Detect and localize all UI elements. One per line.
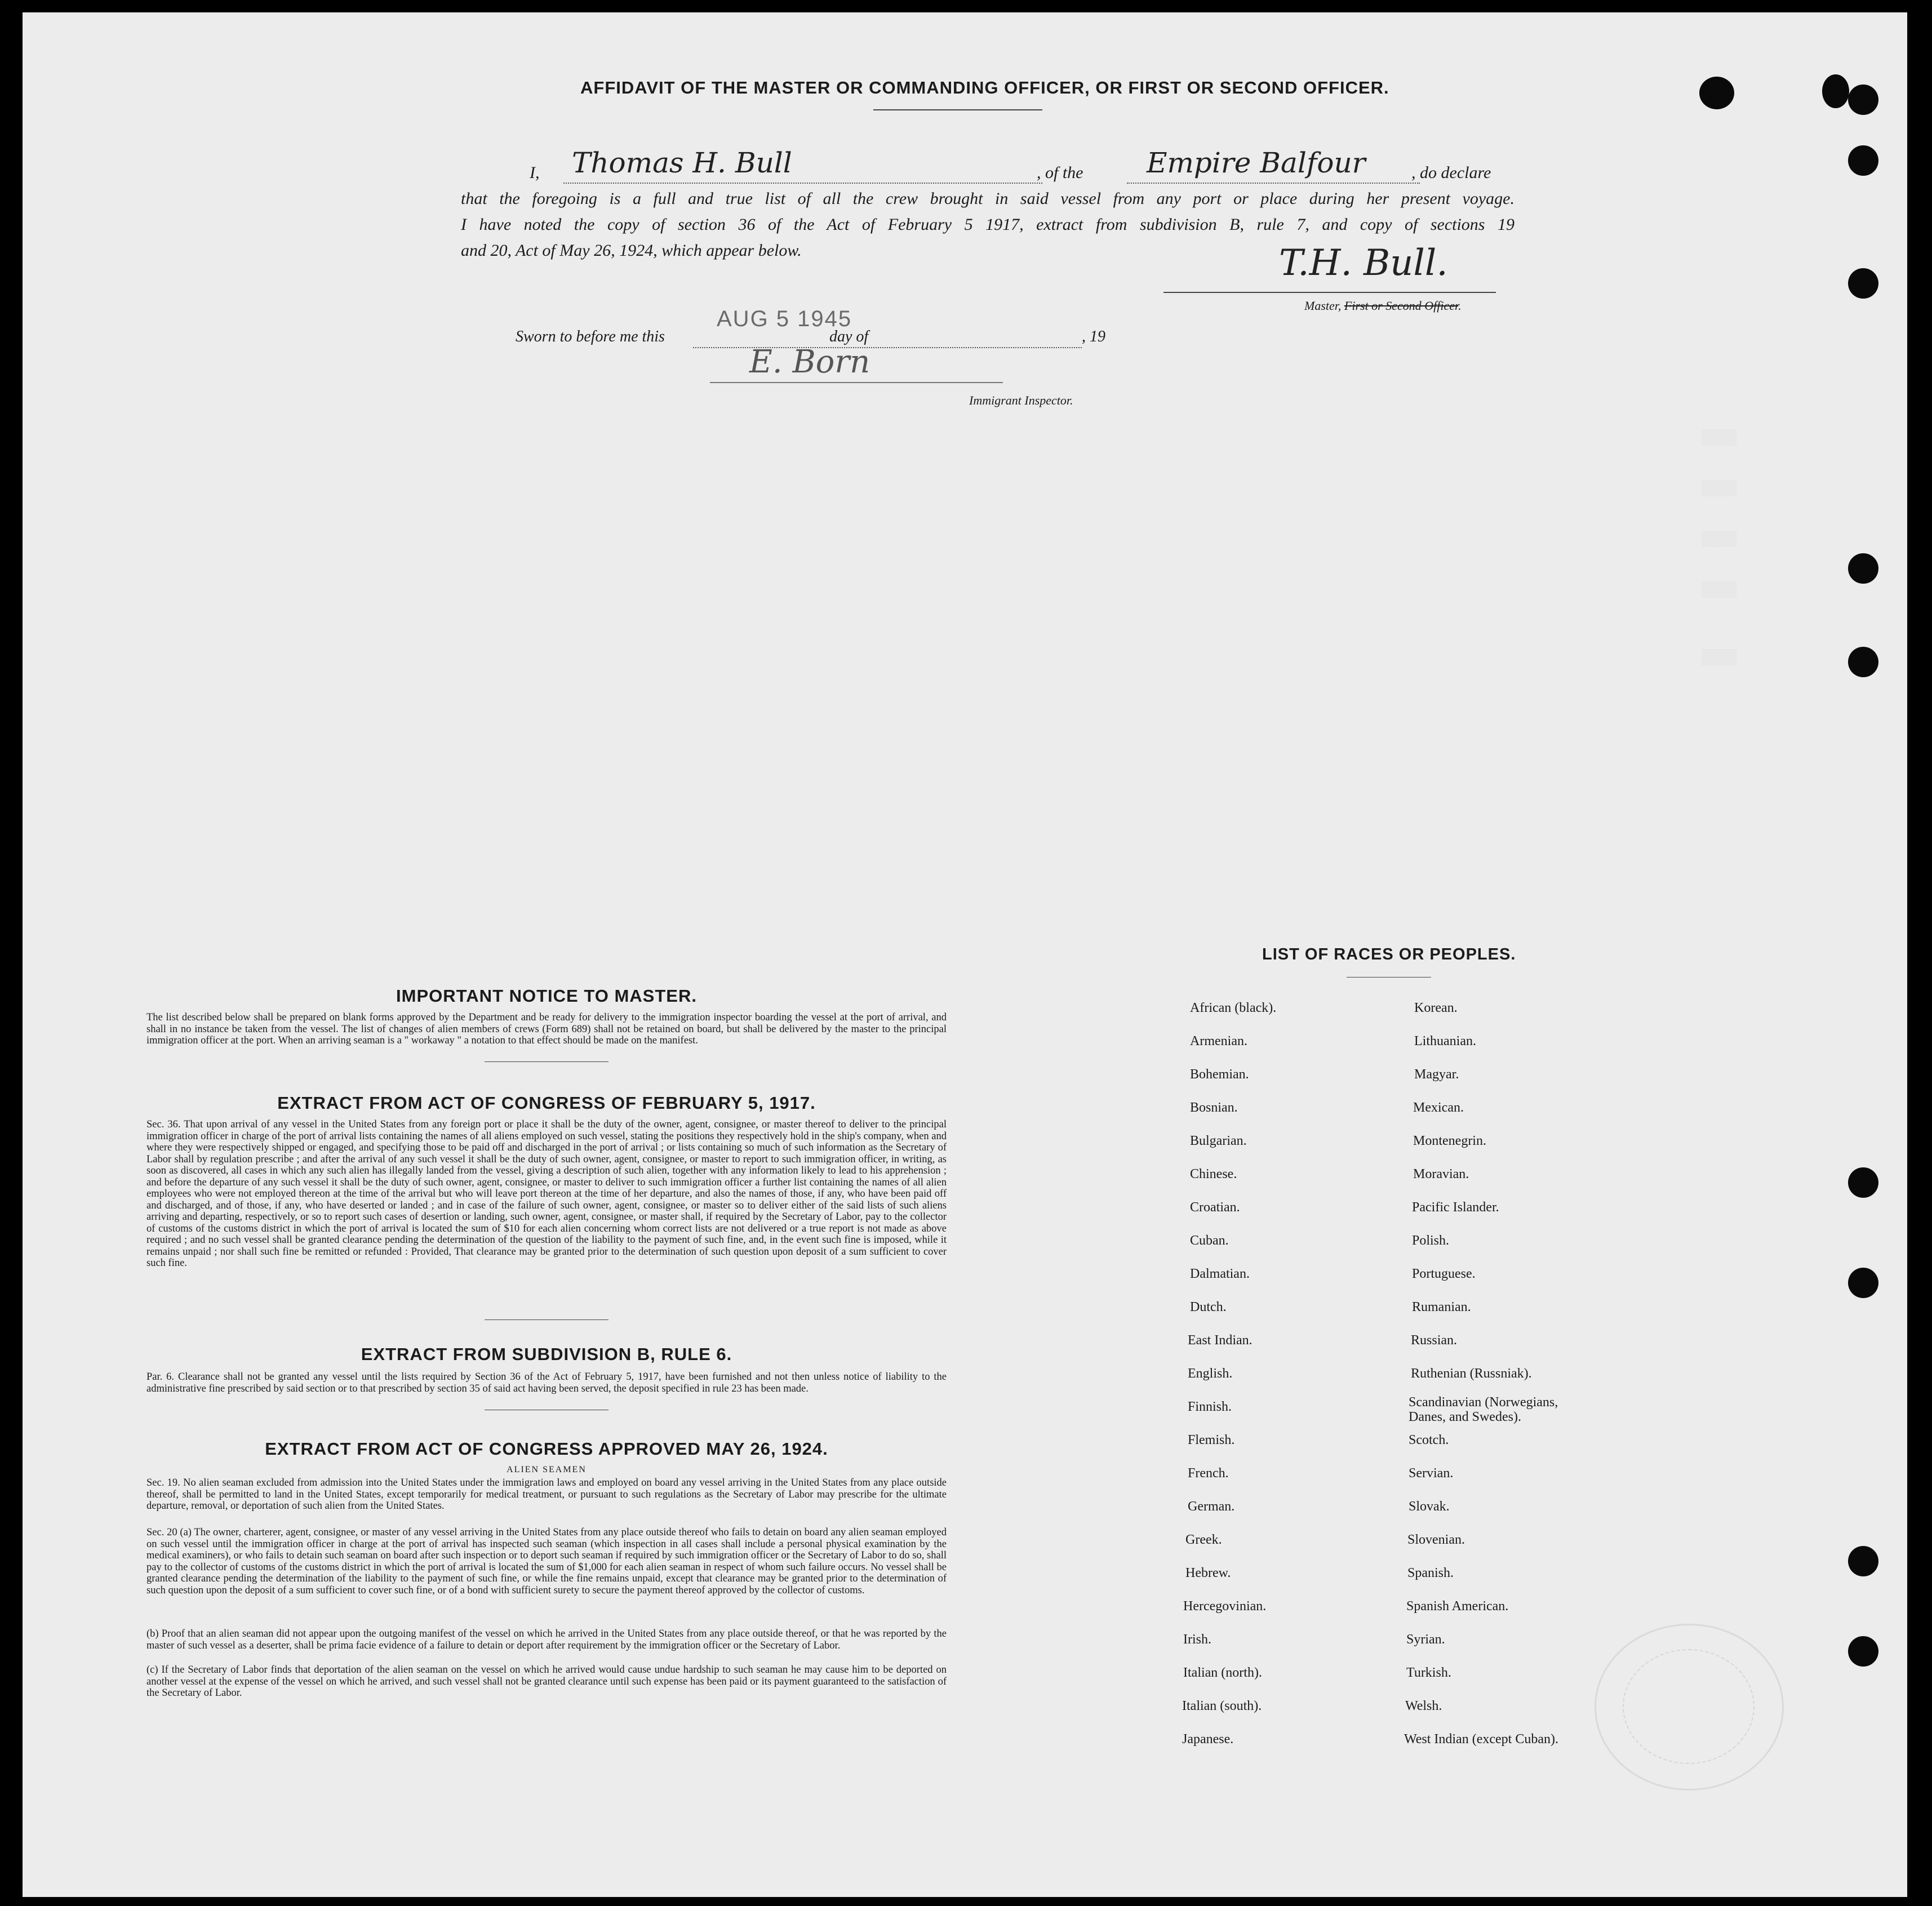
race-item: Russian. bbox=[1411, 1333, 1458, 1348]
signature-line bbox=[1163, 292, 1496, 293]
master-label: Master, bbox=[1304, 299, 1342, 313]
signatory-period: . bbox=[1458, 299, 1462, 313]
race-item: Scandinavian (Norwegians, Danes, and Swedes). bbox=[1409, 1395, 1558, 1424]
affidavit-line-3: I have noted the copy of section 36 of the Act of February 5 1917, extract from subdivision B, rule 7, and copy of sections 19 bbox=[461, 215, 1514, 234]
inspector-signature: E. Born bbox=[749, 344, 870, 380]
race-item: Croatian. bbox=[1190, 1200, 1240, 1215]
races-title: LIST OF RACES OR PEOPLES. bbox=[1262, 945, 1516, 963]
sec-20a-text: Sec. 20 (a) The owner, charterer, agent, consignee, or master of any vessel arriving in the United States from any place outside thereof who fails to detain on board any alien seaman employed on such vessel until the immigration officer in charge at the port of arrival has inspected such seaman (which inspection in all cases shall include a personal physical examination by the medical examiners), or who fails to detain such seaman on board after such inspection or to deport such seaman if required by such immigration officer or the Secretary of Labor to do so, shall pay to the collector of customs of the customs district in which the port of arrival is located the sum of $1,000 for each alien seaman in respect of whom such failure occurs. No vessel shall be granted clearance pending the determination of the liability to the payment of such fine, or while the fine remains unpaid, except that clearance may be granted prior to the determination of such question upon the deposit of a sum sufficient to cover such fine, or of a bond with sufficient surety to secure the payment thereof approved by the collector of customs. bbox=[146, 1527, 947, 1596]
divider bbox=[485, 1061, 609, 1062]
inspector-signature-line bbox=[710, 382, 1003, 383]
title-rule bbox=[873, 109, 1042, 110]
race-item: English. bbox=[1188, 1366, 1233, 1381]
affidavit-line-2: that the foregoing is a full and true list of all the crew brought in said vessel from any port or place during her present voyage. bbox=[461, 189, 1514, 208]
race-item: Montenegrin. bbox=[1413, 1134, 1486, 1148]
race-item: Polish. bbox=[1412, 1233, 1450, 1248]
race-item: Syrian. bbox=[1406, 1632, 1445, 1647]
race-item: Flemish. bbox=[1188, 1433, 1235, 1447]
race-item: Pacific Islander. bbox=[1412, 1200, 1499, 1215]
affidavit-do-declare: , do declare bbox=[1411, 163, 1491, 182]
race-item: Chinese. bbox=[1190, 1167, 1237, 1181]
punch-hole bbox=[1822, 74, 1849, 108]
race-item: West Indian (except Cuban). bbox=[1404, 1732, 1558, 1747]
notice-text: The list described below shall be prepared on blank forms approved by the Department and be ready for delivery to the immigration inspector boarding the vessel at the port of arrival, and shall in no instance be taken from the vessel. The list of changes of alien members of crews (Form 689) shall not be retained on board, but shall be delivered by the master to the principal immigration officer at the port. When an arriving seaman is a " workaway " a notation to that effect should be made on the manifest. bbox=[146, 1012, 947, 1046]
punch-hole bbox=[1848, 553, 1878, 584]
race-item: Servian. bbox=[1409, 1466, 1454, 1481]
extract-1917-text: Sec. 36. That upon arrival of any vessel in the United States from any foreign port or place it shall be the duty of the owner, agent, consignee, or master thereof to deliver to the principal immigration officer in charge of the port of arrival lists containing the names of all aliens employed on such vessel, stating the positions they respectively hold in the ship's company, when and where they were respectively shipped or engaged, and specifying those to be paid off and discharged in the port of arrival ; or lists containing so much of such information as the Secretary of Labor shall by regulation prescribe ; and after the arrival of any such vessel it shall be the duty of such owner, agent, consignee, or master to report to such immigration officer, in writing, as soon as discovered, all cases in which any such alien has illegally landed from the vessel, giving a description of such alien, together with any information likely to lead to his apprehension ; and before the departure of any such vessel it shall be the duty of such owner, agent, consignee, or master to deliver to such immigration officer a further list containing the names of all alien employees who were not employed thereon at the time of the arrival but who will leave port thereon at the time of her departure, and also the names of those, if any, who have been paid off and discharged, and of those, if any, who have deserted or landed ; and in case of the failure of such owner, agent, consignee, or master so to deliver either of the said lists of such aliens arriving and departing, respectively, or so to report such cases of desertion or landing, such owner, agent, consignee, or master shall, if required by the Secretary of Labor, pay to the collector of customs of the customs district in which the port of arrival is located the sum of $10 for each alien concerning whom correct lists are not delivered or a true report is not made as above required ; and no such vessel shall be granted clearance pending the determination of the question of the liability to the payment of such fine, and, in the event such fine is imposed, while it remains unpaid ; nor shall such fine be remitted or refunded : Provided, That clearance may be granted prior to the determination of such question upon deposit of a sum sufficient to cover such fine. bbox=[146, 1119, 947, 1269]
master-signature: T.H. Bull. bbox=[1279, 242, 1448, 284]
race-item: Hebrew. bbox=[1185, 1566, 1231, 1580]
race-item: Korean. bbox=[1414, 1001, 1458, 1015]
race-item: Dutch. bbox=[1190, 1300, 1227, 1314]
races-title-rule bbox=[1347, 977, 1431, 978]
sworn-day-of: day of bbox=[829, 328, 869, 345]
affidavit-title: AFFIDAVIT OF THE MASTER OR COMMANDING OFFICER, OR FIRST OR SECOND OFFICER. bbox=[580, 78, 1389, 97]
race-item: Turkish. bbox=[1406, 1665, 1451, 1680]
vessel-name-handwritten: Empire Balfour bbox=[1147, 146, 1366, 179]
race-item: Greek. bbox=[1185, 1532, 1222, 1547]
date-stamp: AUG 5 1945 bbox=[717, 306, 852, 331]
struck-officer-label: First or Second Officer bbox=[1344, 299, 1459, 313]
sworn-text: Sworn to before me this bbox=[516, 328, 665, 345]
affidavit-line-4: and 20, Act of May 26, 1924, which appear below. bbox=[461, 241, 802, 260]
race-item: Irish. bbox=[1183, 1632, 1211, 1647]
race-item: Spanish American. bbox=[1406, 1599, 1509, 1614]
race-item: German. bbox=[1188, 1499, 1235, 1514]
race-item: French. bbox=[1188, 1466, 1229, 1481]
punch-hole bbox=[1848, 1636, 1878, 1667]
affidavit-i: I, bbox=[530, 163, 540, 182]
divider bbox=[485, 1319, 609, 1320]
name-fill-line bbox=[563, 183, 1042, 184]
race-item: Bosnian. bbox=[1190, 1100, 1238, 1115]
race-item: Armenian. bbox=[1190, 1034, 1247, 1048]
race-item: East Indian. bbox=[1188, 1333, 1253, 1348]
bleed-through-mark: ▒▒▒▒ bbox=[1702, 480, 1737, 497]
race-item: Finnish. bbox=[1188, 1399, 1232, 1414]
race-item: Cuban. bbox=[1190, 1233, 1229, 1248]
inspector-label: Immigrant Inspector. bbox=[969, 393, 1073, 407]
race-item: Ruthenian (Russniak). bbox=[1411, 1366, 1532, 1381]
bleed-through-mark: ▒▒▒▒ bbox=[1702, 649, 1737, 666]
race-item: Japanese. bbox=[1182, 1732, 1234, 1747]
bleed-through-mark: ▒▒▒▒ bbox=[1702, 531, 1737, 548]
race-item: Italian (south). bbox=[1182, 1699, 1262, 1713]
race-item: Slovak. bbox=[1409, 1499, 1450, 1514]
race-item: Rumanian. bbox=[1412, 1300, 1471, 1314]
race-item: Dalmatian. bbox=[1190, 1267, 1250, 1281]
punch-hole bbox=[1848, 1546, 1878, 1576]
race-item: Portuguese. bbox=[1412, 1267, 1476, 1281]
rule-6-title: EXTRACT FROM SUBDIVISION B, RULE 6. bbox=[361, 1344, 732, 1364]
race-item: Magyar. bbox=[1414, 1067, 1459, 1082]
punch-hole bbox=[1848, 1268, 1878, 1298]
punch-hole bbox=[1848, 268, 1878, 299]
bleed-through-mark: ▒▒▒▒ bbox=[1702, 429, 1737, 446]
alien-seamen-subhead: ALIEN SEAMEN bbox=[507, 1465, 587, 1474]
race-item: Slovenian. bbox=[1407, 1532, 1465, 1547]
punch-hole bbox=[1848, 1167, 1878, 1198]
sec-19-text: Sec. 19. No alien seaman excluded from admission into the United States under the immigration laws and employed on board any vessel arriving in the United States from any place outside thereof, shall be permitted to land in the United States, except temporarily for medical treatment, or pursuant to such regulations as the Secretary of Labor may prescribe for the ultimate departure, removal, or deportation of such alien from the United States. bbox=[146, 1477, 947, 1512]
race-item: Moravian. bbox=[1413, 1167, 1469, 1181]
race-item: Lithuanian. bbox=[1414, 1034, 1476, 1048]
affidavit-of-the: , of the bbox=[1037, 163, 1083, 182]
race-item: Scotch. bbox=[1409, 1433, 1449, 1447]
sworn-year: , 19 bbox=[1082, 328, 1105, 345]
race-item: Bohemian. bbox=[1190, 1067, 1249, 1082]
punch-hole bbox=[1848, 647, 1878, 677]
signatory-title bbox=[1304, 299, 1462, 313]
race-item: Welsh. bbox=[1405, 1699, 1442, 1713]
embossed-seal-inner bbox=[1623, 1649, 1755, 1764]
race-item: Spanish. bbox=[1407, 1566, 1454, 1580]
race-item: Mexican. bbox=[1413, 1100, 1464, 1115]
punch-hole bbox=[1848, 85, 1878, 115]
document-page bbox=[23, 12, 1907, 1897]
race-item: African (black). bbox=[1190, 1001, 1277, 1015]
bleed-through-mark: ▒▒▒▒ bbox=[1702, 581, 1737, 598]
vessel-fill-line bbox=[1127, 183, 1420, 184]
sec-20b-text: (b) Proof that an alien seaman did not appear upon the outgoing manifest of the vessel on which he arrived in the United States from any place outside thereof, or that he was reported by the master of such vessel as a deserter, shall be prima facie evidence of a failure to detain or deport after requirement by the immigration officer or the Secretary of Labor. bbox=[146, 1628, 947, 1651]
rule-6-text: Par. 6. Clearance shall not be granted any vessel until the lists required by Section 36 of the Act of February 5, 1917, have been furnished and not then unless notice of liability to the administrative fine prescribed by said section or to that prescribed by section 35 of said act having been served, the deposit specified in rule 23 has been made. bbox=[146, 1371, 947, 1394]
extract-1924-title: EXTRACT FROM ACT OF CONGRESS APPROVED MAY 26, 1924. bbox=[265, 1439, 828, 1459]
race-item: Bulgarian. bbox=[1190, 1134, 1247, 1148]
punch-hole bbox=[1699, 77, 1734, 109]
master-name-handwritten: Thomas H. Bull bbox=[572, 146, 792, 179]
extract-1917-title: EXTRACT FROM ACT OF CONGRESS OF FEBRUARY 5, 1917. bbox=[277, 1093, 816, 1113]
race-item: Hercegovinian. bbox=[1183, 1599, 1267, 1614]
notice-title: IMPORTANT NOTICE TO MASTER. bbox=[396, 986, 697, 1006]
sec-20c-text: (c) If the Secretary of Labor finds that deportation of the alien seaman on the vessel on which he arrived would cause undue hardship to such seaman he may cause him to be deported on another vessel at the expense of the vessel on which he arrived, and such vessel shall not be granted clearance until such expense has been paid or its payment guaranteed to the satisfaction of the Secretary of Labor. bbox=[146, 1664, 947, 1699]
race-item: Italian (north). bbox=[1183, 1665, 1262, 1680]
punch-hole bbox=[1848, 145, 1878, 176]
